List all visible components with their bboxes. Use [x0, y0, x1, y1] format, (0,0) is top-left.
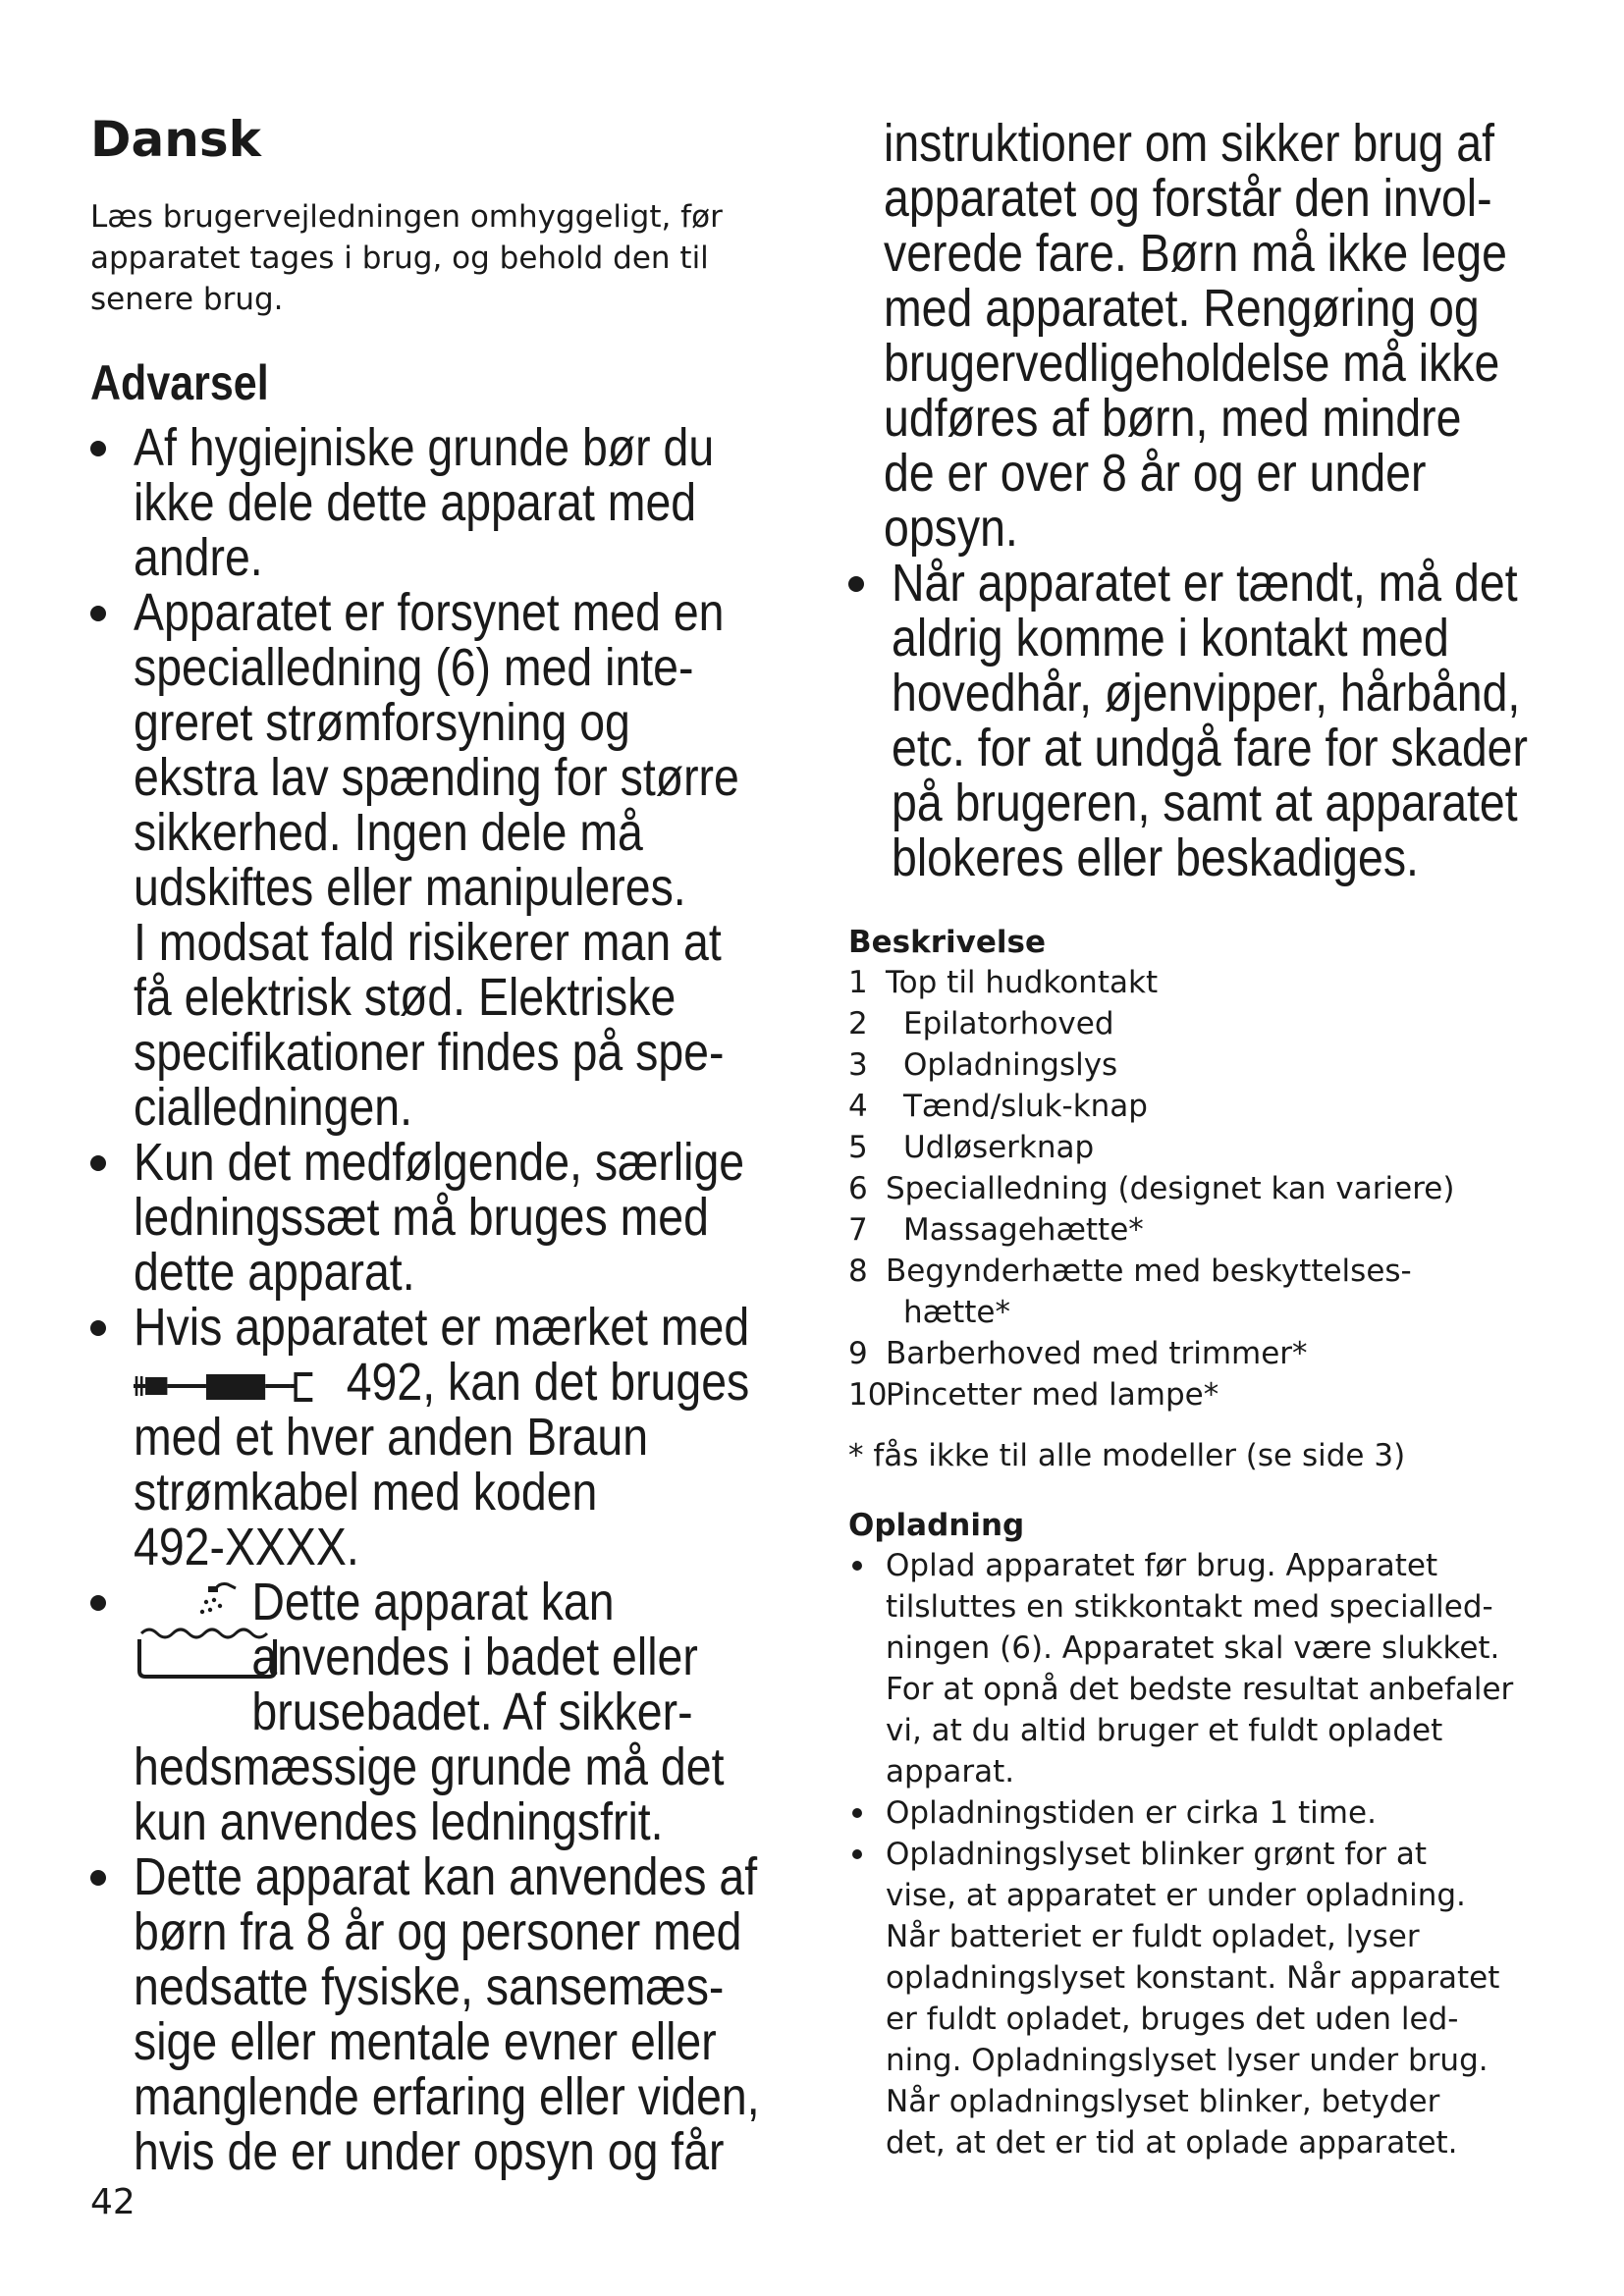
- warning-item-hygiene: [90, 420, 837, 585]
- text-line: sige eller mentale evner eller: [134, 2012, 717, 2071]
- text-line: specialledning (6) med inte-: [134, 638, 694, 697]
- warning-text: [134, 1575, 835, 1849]
- item-label: Top til hudkontakt: [886, 965, 1159, 1000]
- item-label: Pincetter med lampe*: [886, 1377, 1219, 1413]
- warning-text: [134, 1135, 835, 1300]
- item-label: Specialledning (designet kan variere): [886, 1171, 1455, 1206]
- warning-text: [134, 585, 835, 1135]
- description-item: [848, 1003, 1555, 1044]
- warning-item-hair: [848, 556, 1624, 885]
- item-label: Udløserknap: [903, 1130, 1095, 1165]
- text-line: opsyn.: [884, 499, 1018, 558]
- description-list: [848, 962, 1555, 1415]
- text-line: ningen (6). Apparatet skal være slukket.: [886, 1630, 1500, 1666]
- warning-text: [884, 116, 1589, 556]
- item-number: 5: [848, 1130, 868, 1165]
- bullet-icon: [90, 1595, 106, 1611]
- item-number: 4: [848, 1089, 868, 1124]
- text-line: på brugeren, samt at apparatet: [892, 774, 1518, 832]
- warning-title: Advarsel: [90, 355, 269, 410]
- text-line: blokeres eller beskadiges.: [892, 828, 1419, 887]
- text-line: andre.: [134, 528, 263, 587]
- warning-text: [134, 1300, 835, 1575]
- description-item: [848, 1374, 1555, 1415]
- warning-item-children: [90, 1849, 837, 2179]
- language-title: Dansk: [90, 111, 261, 168]
- description-footnote: * fås ikke til alle modeller (se side 3): [848, 1438, 1406, 1473]
- text-line: verede fare. Børn må ikke lege: [884, 224, 1507, 283]
- text-line: hovedhår, øjenvipper, hårbånd,: [892, 664, 1521, 722]
- text-line: For at opnå det bedste resultat anbefaler: [886, 1672, 1514, 1707]
- bullet-icon: [848, 576, 864, 592]
- power-cord-icon: [134, 1368, 336, 1406]
- text-line: kun anvendes ledningsfrit.: [134, 1792, 664, 1851]
- description-item: [848, 1044, 1555, 1086]
- warning-children-continued: [884, 116, 1591, 556]
- text-line: Opladningstiden er cirka 1 time.: [886, 1795, 1377, 1831]
- text-line: aldrig komme i kontakt med: [892, 609, 1449, 667]
- text-line: Når batteriet er fuldt opladet, lyser: [886, 1919, 1420, 1954]
- description-item: [848, 962, 1555, 1003]
- bullet-icon: [852, 1561, 862, 1571]
- intro-text: Læs brugervejledningen omhyggeligt, før apparatet tages i brug, og behold den til senere brug.: [90, 199, 723, 317]
- text-line: etc. for at undgå fare for skader: [892, 719, 1528, 777]
- item-number: 3: [848, 1047, 868, 1083]
- text-line: dette apparat.: [134, 1243, 415, 1302]
- text-line: med apparatet. Rengøring og: [884, 279, 1480, 338]
- item-number: 6: [848, 1171, 868, 1206]
- warning-text: [134, 1849, 835, 2179]
- description-item: [848, 1333, 1555, 1374]
- warning-item-shower: [90, 1575, 837, 1849]
- description-item: [848, 1251, 1555, 1333]
- text-line: strømkabel med koden: [134, 1463, 598, 1522]
- item-label: Barberhoved med trimmer*: [886, 1336, 1308, 1371]
- text-line: apparatet og forstår den invol-: [884, 169, 1492, 228]
- text-line: cialledningen.: [134, 1078, 413, 1137]
- bullet-icon: [90, 606, 106, 621]
- description-item: [848, 1127, 1555, 1168]
- text-line: hedsmæssige grunde må det: [134, 1737, 725, 1796]
- text-line: det, at det er tid at oplade apparatet.: [886, 2125, 1458, 2161]
- warning-text: [134, 420, 835, 585]
- text-line: ekstra lav spænding for større: [134, 748, 739, 807]
- cord-code-text: 492, kan det bruges: [346, 1353, 750, 1412]
- item-number: 2: [848, 1006, 868, 1041]
- text-line: Når opladningslyset blinker, betyder: [886, 2084, 1440, 2119]
- page-number: 42: [90, 2182, 135, 2222]
- item-label: Begynderhætte med beskyttelses-: [886, 1254, 1412, 1289]
- text-line: ning. Opladningslyset lyser under brug.: [886, 2043, 1489, 2078]
- bullet-icon: [90, 441, 106, 456]
- text-line: Dette apparat kan: [251, 1573, 615, 1631]
- text-line: manglende erfaring eller viden,: [134, 2067, 760, 2126]
- bullet-icon: [90, 1155, 106, 1171]
- text-line: ledningssæt må bruges med: [134, 1188, 709, 1247]
- text-line: ikke dele dette apparat med: [134, 473, 697, 532]
- bullet-icon: [852, 1808, 862, 1818]
- text-line: Oplad apparatet før brug. Apparatet: [886, 1548, 1438, 1583]
- text-line: greret strømforsyning og: [134, 693, 630, 752]
- text-line: 492-XXXX.: [134, 1518, 359, 1576]
- warning-item-braun-cord: [90, 1300, 837, 1575]
- text-line: sikkerhed. Ingen dele må: [134, 803, 643, 862]
- bullet-icon: [90, 1870, 106, 1886]
- text-line: Af hygiejniske grunde bør du: [134, 418, 715, 477]
- text-line: I modsat fald risikerer man at: [134, 913, 722, 972]
- text-line: tilsluttes en stikkontakt med specialled-: [886, 1589, 1493, 1625]
- charging-title: Opladning: [848, 1508, 1025, 1543]
- item-label: Opladningslys: [903, 1047, 1118, 1083]
- cord-code-line: [134, 1355, 835, 1410]
- text-line: Når apparatet er tændt, må det: [892, 554, 1518, 613]
- text-line: apparat.: [886, 1754, 1015, 1789]
- item-label: Massagehætte*: [903, 1212, 1144, 1248]
- text-line: med et hver anden Braun: [134, 1408, 649, 1467]
- description-item: [848, 1086, 1555, 1127]
- item-number: 10: [848, 1377, 888, 1413]
- text-line: de er over 8 år og er under: [884, 444, 1427, 503]
- text-line: nedsatte fysiske, sansemæs-: [134, 1957, 725, 2016]
- text-line: brugervedligeholdelse må ikke: [884, 334, 1500, 393]
- charging-item: [848, 1792, 1555, 1834]
- text-line: vise, at apparatet er under opladning.: [886, 1878, 1466, 1913]
- description-title: Beskrivelse: [848, 925, 1046, 960]
- warning-text: [892, 556, 1624, 885]
- text-line: brusebadet. Af sikker-: [251, 1682, 693, 1741]
- text-line: hvis de er under opsyn og får: [134, 2122, 725, 2181]
- text-line: Hvis apparatet er mærket med: [134, 1298, 750, 1357]
- text-line: vi, at du altid bruger et fuldt opladet: [886, 1713, 1443, 1748]
- item-number: 8: [848, 1254, 868, 1289]
- item-label-continued: hætte*: [903, 1295, 1010, 1330]
- text-line: Opladningslyset blinker grønt for at: [886, 1837, 1428, 1872]
- item-number: 7: [848, 1212, 868, 1248]
- text-line: er fuldt opladet, bruges det uden led-: [886, 2002, 1459, 2037]
- text-line: udskiftes eller manipuleres.: [134, 858, 686, 917]
- text-line: specifikationer findes på spe-: [134, 1023, 725, 1082]
- description-item: [848, 1209, 1555, 1251]
- bullet-icon: [90, 1320, 106, 1336]
- text-line: børn fra 8 år og personer med: [134, 1902, 742, 1961]
- warning-item-cord: [90, 585, 837, 1135]
- charging-item: [848, 1834, 1555, 2163]
- warning-item-cordset: [90, 1135, 837, 1300]
- warning-list: [90, 420, 837, 2179]
- text-line: udføres af børn, med mindre: [884, 389, 1462, 448]
- charging-item: [848, 1545, 1555, 1792]
- charging-list: [848, 1545, 1555, 2163]
- text-line: anvendes i badet eller: [251, 1628, 698, 1686]
- text-line: instruktioner om sikker brug af: [884, 114, 1495, 173]
- text-line: Dette apparat kan anvendes af: [134, 1847, 758, 1906]
- text-line: Kun det medfølgende, særlige: [134, 1133, 745, 1192]
- text-line: få elektrisk stød. Elektriske: [134, 968, 677, 1027]
- bullet-icon: [852, 1849, 862, 1859]
- text-line: Apparatet er forsynet med en: [134, 583, 725, 642]
- item-label: Tænd/sluk-knap: [903, 1089, 1148, 1124]
- item-label: Epilatorhoved: [903, 1006, 1114, 1041]
- item-number: 9: [848, 1336, 868, 1371]
- text-line: opladningslyset konstant. Når apparatet: [886, 1960, 1500, 1996]
- item-number: 1: [848, 965, 868, 1000]
- description-item: [848, 1168, 1555, 1209]
